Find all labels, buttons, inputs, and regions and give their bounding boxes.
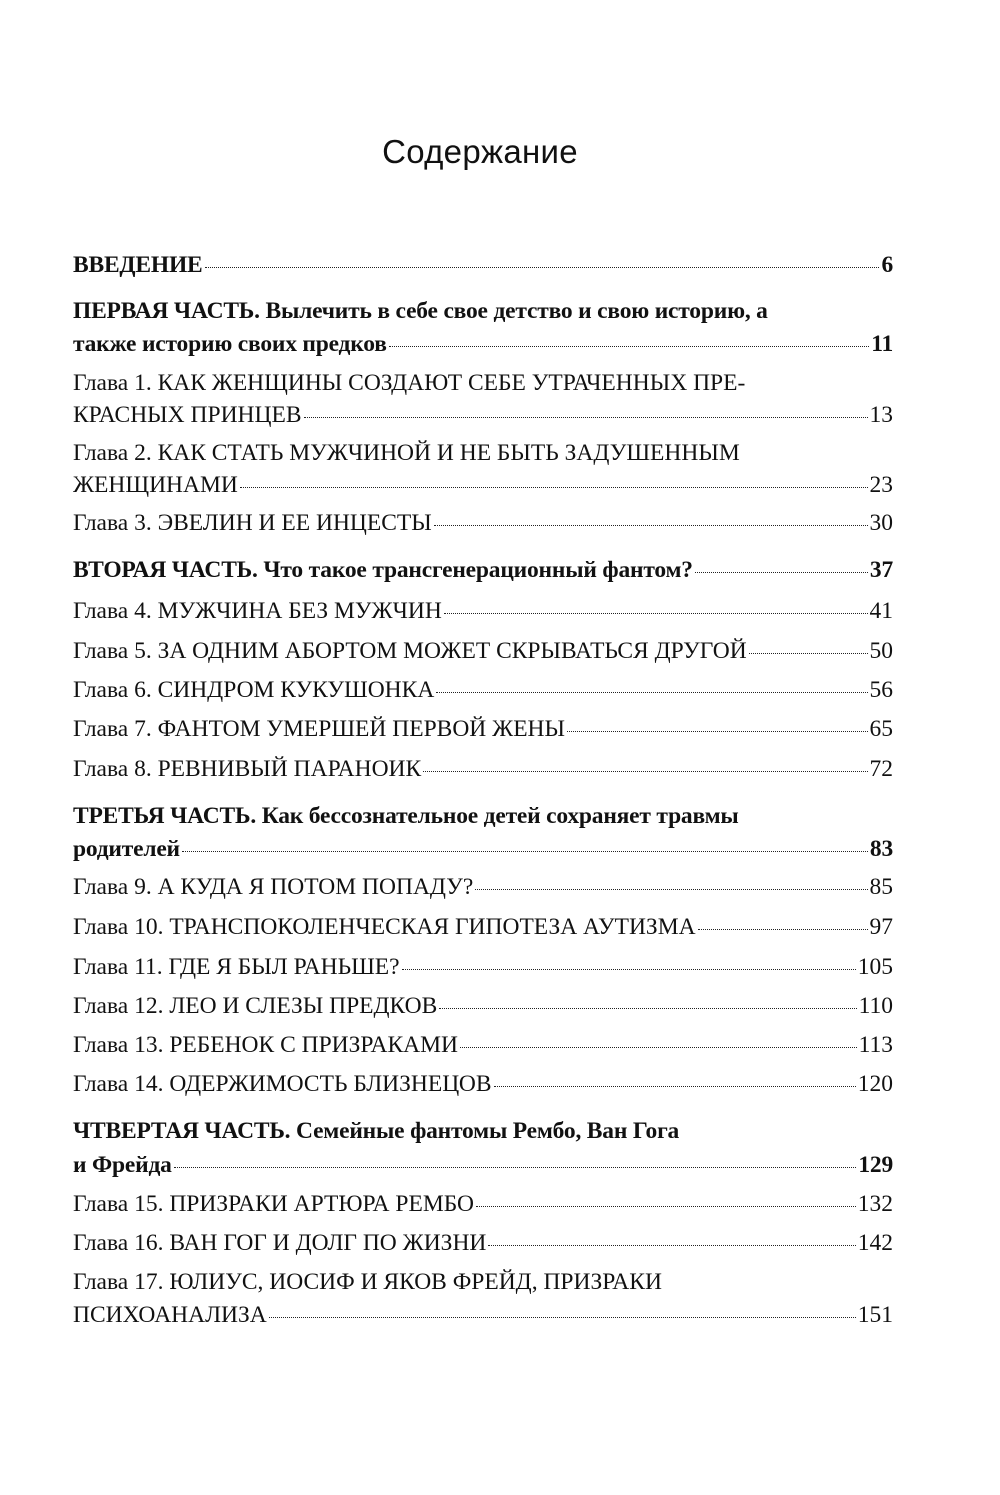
entry-title: Глава 6. СИНДРОМ КУКУШОНКА [73, 677, 435, 703]
page-number: 110 [858, 993, 893, 1019]
page-number: 37 [869, 557, 893, 583]
entry-title: Глава 12. ЛЕО И СЛЕЗЫ ПРЕДКОВ [73, 993, 438, 1019]
dot-leader [494, 1085, 856, 1087]
dot-leader [488, 1244, 855, 1246]
entry-title-continuation: ЖЕНЩИНАМИ [73, 472, 238, 498]
dot-leader [174, 1166, 857, 1168]
entry-title: Глава 11. ГДЕ Я БЫЛ РАНЬШЕ? [73, 954, 400, 980]
page-number: 6 [881, 252, 893, 278]
entry-title: Глава 17. ЮЛИУС, ИОСИФ И ЯКОВ ФРЕЙД, ПРИЗРАКИ [73, 1269, 662, 1295]
entry-title: Глава 16. ВАН ГОГ И ДОЛГ ПО ЖИЗНИ [73, 1230, 487, 1256]
dot-leader [567, 730, 867, 732]
toc-entry-chapter-11[interactable] [73, 954, 893, 984]
entry-title: Глава 2. КАК СТАТЬ МУЖЧИНОЙ И НЕ БЫТЬ ЗАДУШЕННЫМ [73, 440, 740, 466]
page-number: 85 [869, 874, 893, 900]
toc-entry-chapter-17[interactable] [73, 1269, 893, 1333]
entry-title: Глава 10. ТРАНСПОКОЛЕНЧЕСКАЯ ГИПОТЕЗА АУТИЗМА [73, 914, 696, 940]
toc-entry-chapter-2[interactable] [73, 440, 893, 504]
page-number: 105 [857, 954, 893, 980]
toc-entry-part-4[interactable] [73, 1118, 893, 1182]
toc-entry-chapter-4[interactable] [73, 598, 893, 628]
page-number: 30 [869, 510, 893, 536]
dot-leader [476, 1205, 856, 1207]
page-number: 13 [869, 402, 893, 428]
dot-leader [475, 888, 867, 890]
toc-entry-chapter-6[interactable] [73, 677, 893, 707]
entry-title: Глава 13. РЕБЕНОК С ПРИЗРАКАМИ [73, 1032, 458, 1058]
entry-title-continuation: КРАСНЫХ ПРИНЦЕВ [73, 402, 302, 428]
page-number: 23 [869, 472, 893, 498]
toc-entry-chapter-13[interactable] [73, 1032, 893, 1062]
toc-entry-chapter-12[interactable] [73, 993, 893, 1023]
toc-entry-chapter-8[interactable] [73, 756, 893, 786]
toc-entry-chapter-10[interactable] [73, 914, 893, 944]
entry-title: Глава 4. МУЖЧИНА БЕЗ МУЖЧИН [73, 598, 442, 624]
dot-leader [423, 770, 867, 772]
page-number: 129 [858, 1152, 893, 1178]
toc-entry-intro[interactable] [73, 252, 893, 282]
entry-title-continuation: родителей [73, 836, 180, 862]
dot-leader [460, 1046, 857, 1048]
page-number: 120 [857, 1071, 893, 1097]
toc-entry-chapter-16[interactable] [73, 1230, 893, 1260]
page-number: 56 [869, 677, 893, 703]
entry-title: ЧТВЕРТАЯ ЧАСТЬ. Семейные фантомы Рембо, Ван Гога [73, 1118, 680, 1144]
page-number: 132 [857, 1191, 893, 1217]
toc-entry-chapter-9[interactable] [73, 874, 893, 904]
page-number: 41 [869, 598, 893, 624]
dot-leader [698, 928, 868, 930]
dot-leader [695, 571, 868, 573]
toc-entry-part-1[interactable] [73, 298, 893, 362]
dot-leader [439, 1007, 856, 1009]
entry-title: Глава 8. РЕВНИВЫЙ ПАРАНОИК [73, 756, 422, 782]
page-number: 151 [857, 1302, 893, 1328]
entry-title: Глава 5. ЗА ОДНИМ АБОРТОМ МОЖЕТ СКРЫВАТЬСЯ ДРУГОЙ [73, 638, 747, 664]
entry-title-continuation: и Фрейда [73, 1152, 172, 1178]
dot-leader [402, 968, 856, 970]
entry-title: Глава 1. КАК ЖЕНЩИНЫ СОЗДАЮТ СЕБЕ УТРАЧЕННЫХ ПРЕ- [73, 370, 746, 396]
page-number: 72 [869, 756, 893, 782]
page-number: 65 [869, 716, 893, 742]
page-number: 142 [857, 1230, 893, 1256]
entry-title: Глава 14. ОДЕРЖИМОСТЬ БЛИЗНЕЦОВ [73, 1071, 492, 1097]
dot-leader [444, 612, 868, 614]
page-number: 11 [871, 331, 893, 357]
dot-leader [269, 1316, 856, 1318]
dot-leader [436, 691, 867, 693]
entry-title: Глава 7. ФАНТОМ УМЕРШЕЙ ПЕРВОЙ ЖЕНЫ [73, 716, 566, 742]
toc-entry-chapter-3[interactable] [73, 510, 893, 540]
entry-title-continuation: ПСИХОАНАЛИЗА [73, 1302, 267, 1328]
toc-entry-chapter-5[interactable] [73, 638, 893, 668]
entry-title-continuation: также историю своих предков [73, 331, 387, 357]
toc-entry-chapter-14[interactable] [73, 1071, 893, 1101]
dot-leader [182, 850, 868, 852]
dot-leader [389, 345, 869, 347]
dot-leader [304, 416, 868, 418]
entry-title: ПЕРВАЯ ЧАСТЬ. Вылечить в себе свое детство и свою историю, а [73, 298, 768, 324]
dot-leader [240, 486, 868, 488]
page-number: 83 [869, 836, 893, 862]
page-number: 50 [869, 638, 893, 664]
toc-entry-part-2[interactable] [73, 557, 893, 587]
entry-title: Глава 3. ЭВЕЛИН И ЕЕ ИНЦЕСТЫ [73, 510, 432, 536]
toc-entry-chapter-7[interactable] [73, 716, 893, 746]
toc-entry-part-3[interactable] [73, 803, 893, 867]
entry-title: Глава 15. ПРИЗРАКИ АРТЮРА РЕМБО [73, 1191, 475, 1217]
page-number: 113 [858, 1032, 893, 1058]
entry-title: ТРЕТЬЯ ЧАСТЬ. Как бессознательное детей сохраняет травмы [73, 803, 739, 829]
entry-title: ВВЕДЕНИЕ [73, 252, 203, 278]
entry-title: Глава 9. А КУДА Я ПОТОМ ПОПАДУ? [73, 874, 474, 900]
dot-leader [434, 524, 868, 526]
dot-leader [205, 266, 880, 268]
entry-title: ВТОРАЯ ЧАСТЬ. Что такое трансгенерационный фантом? [73, 557, 693, 583]
toc-entry-chapter-1[interactable] [73, 370, 893, 434]
page-title: Содержание [382, 133, 578, 170]
dot-leader [749, 652, 868, 654]
page-number: 97 [869, 914, 893, 940]
toc-entry-chapter-15[interactable] [73, 1191, 893, 1221]
